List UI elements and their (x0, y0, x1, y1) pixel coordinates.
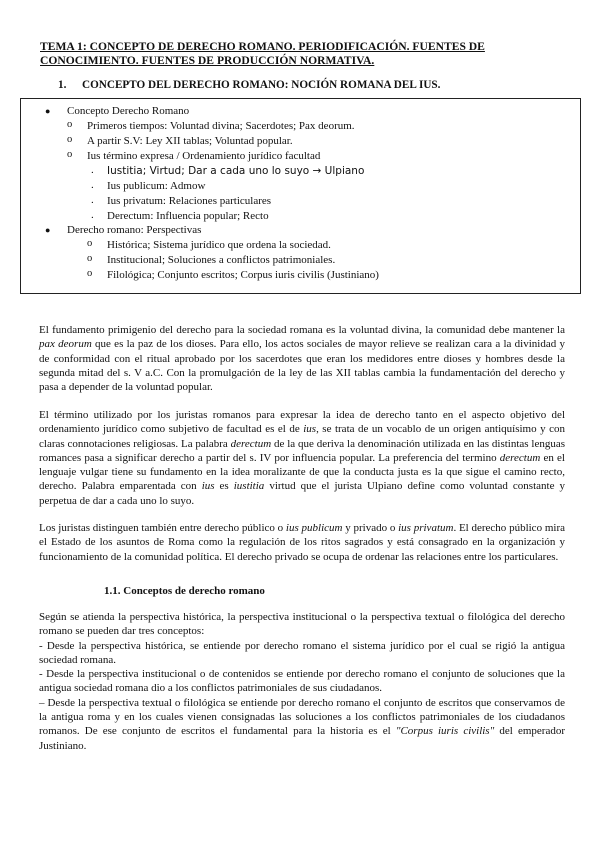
bullet-circle-icon: o (67, 119, 73, 130)
bullet-circle-icon: o (87, 253, 93, 264)
text-run: en el lenguaje vulgar tiene su fundamento en la idea moralizante de que la conducta justa es la que sigue el camino recto, derecho. Palabra emparentada con (39, 451, 565, 493)
text-run: El fundamento primigenio del derecho para la sociedad romana es la voluntad divina, la comunidad debe mantener la (39, 324, 565, 336)
text-run: . El derecho público mira el Estado de los asuntos de Roma como la regulación de los ritos sagrados y está consagrado en la organización y funcionamiento de la comunidad política. El derecho privado se ocupa de ordenar las relaciones entre los particulares. (39, 522, 565, 563)
italic-term: iustitia (233, 480, 265, 493)
outline-item-1: Concepto Derecho Romano (67, 105, 190, 117)
concepts-intro: Según se atienda la perspectiva histórica, la perspectiva institucional o la perspectiva textual o filológica del derecho romano se pueden dar tres conceptos: (39, 611, 565, 638)
outline-subitem: Filológica; Conjunto escritos; Corpus iuris civilis (Justiniano) (107, 269, 379, 281)
outline-box (20, 98, 581, 294)
outline-handwritten-note: Iustitia; Virtud; Dar a cada uno lo suyo → Ulpiano (107, 165, 365, 177)
outline-subsubitem: Derectum: Influencia popular; Recto (107, 210, 269, 222)
bullet-circle-icon: o (87, 268, 93, 279)
bullet-dot-icon: . (91, 194, 94, 206)
document-title: TEMA 1: CONCEPTO DE DERECHO ROMANO. PERIODIFICACIÓN. FUENTES DE CONOCIMIENTO. FUENTES DE PRODUCCIÓN NORMATIVA. (40, 40, 485, 67)
concept-institutional: - Desde la perspectiva institucional o de contenidos se entiende por derecho romano el conjunto de soluciones que la antigua sociedad romana dio a los conflictos patrimoniales de sus ciudadanos. (39, 668, 565, 695)
bullet-disc-icon: ● (45, 225, 51, 235)
italic-term: ius (303, 423, 317, 436)
text-run: que es la paz de los dioses. Para ello, los actos sociales de mayor relieve se realizan cara a la divinidad y de conformidad con el ritual aprobado por los sacerdotes que eran los medidores entre dioses y hombres desde la segunda mitad del s. V a.C. Con la promulgación de la ley de las XII tablas cambia la fundamentación del derecho y pasa a depender de la voluntad popular. (39, 338, 565, 394)
outline-subsubitem: Ius privatum: Relaciones particulares (107, 195, 272, 207)
italic-term: "Corpus iuris civilis" (395, 725, 495, 738)
text-run: El término utilizado por los juristas romanos para expresar la idea de derecho tanto en el aspecto objetivo del ordenamiento jurídico como subjetivo de facultad es el de (39, 409, 565, 436)
italic-term: pax deorum (39, 338, 92, 351)
outline-subitem: Ius término expresa / Ordenamiento jurídico facultad (87, 150, 321, 162)
bullet-circle-icon: o (87, 238, 93, 249)
outline-subitem: Primeros tiempos: Voluntad divina; Sacerdotes; Pax deorum. (87, 120, 355, 132)
text-run: – Desde la perspectiva textual o filológica se entiende por derecho romano el conjunto de escritos que conservamos de la antigua roma y en los cuales vienen consignadas las soluciones a los conflictos patrimoniales de los ciudadanos romanos. De ese conjunto de escritos el fundamental para la historia es el (39, 696, 565, 738)
subsection-heading: 1.1. Conceptos de derecho romano (104, 585, 265, 597)
paragraph-3 (39, 521, 565, 564)
italic-term: derectum (230, 437, 272, 450)
bullet-disc-icon: ● (45, 106, 51, 116)
paragraph-1 (39, 323, 565, 394)
bullet-dot-icon: . (91, 179, 94, 191)
outline-subitem: A partir S.V: Ley XII tablas; Voluntad popular. (87, 135, 293, 147)
text-run: del emperador Justiniano. (39, 725, 565, 752)
bullet-dot-icon: . (91, 209, 94, 221)
text-run: Los juristas distinguen también entre derecho público o (39, 522, 286, 534)
paragraph-2 (39, 408, 565, 508)
bullet-circle-icon: o (67, 149, 73, 160)
section-number: 1. (58, 79, 67, 91)
bullet-circle-icon: o (67, 134, 73, 145)
outline-subitem: Institucional; Soluciones a conflictos patrimoniales. (107, 254, 336, 266)
concept-philological (39, 696, 565, 753)
bullet-dot-icon: . (91, 164, 94, 176)
text-run: virtud que el jurista Ulpiano define como voluntad constante y perpetua de dar a cada uno lo suyo. (39, 480, 565, 507)
outline-subitem: Histórica; Sistema jurídico que ordena la sociedad. (107, 239, 331, 251)
text-run: es (214, 480, 234, 493)
section-title: CONCEPTO DEL DERECHO ROMANO: NOCIÓN ROMANA DEL IUS. (82, 79, 441, 91)
text-run: , se trata de un vocablo de un origen antiquísimo y con claras connotaciones religiosas. La palabra (39, 423, 565, 450)
italic-term: ius privatum (398, 522, 454, 534)
text-run: y privado o (342, 522, 399, 534)
outline-item-2: Derecho romano: Perspectivas (67, 224, 202, 236)
concept-historical: - Desde la perspectiva histórica, se entiende por derecho romano el sistema jurídico por el cual se rigió la antigua sociedad romana. (39, 639, 565, 666)
section-heading (58, 79, 440, 91)
outline-subsubitem: Ius publicum: Admow (107, 180, 206, 192)
italic-term: derectum (499, 451, 541, 464)
paragraph-4 (39, 610, 565, 753)
text-run: de la que deriva la denominación utilizada en las distintas lenguas romances pasa a significar derecho a partir del s. IV por influencia popular. La preferencia del termino (39, 437, 566, 464)
italic-term: ius (201, 480, 215, 493)
italic-term: ius publicum (285, 522, 343, 534)
